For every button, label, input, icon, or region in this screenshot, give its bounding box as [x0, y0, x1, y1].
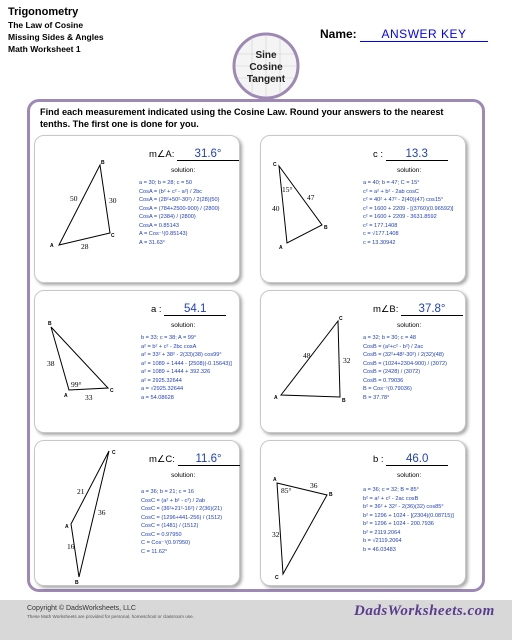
vertex-label: B — [342, 398, 346, 404]
problem-card-2 — [260, 135, 466, 283]
vertex-label: C — [339, 316, 343, 322]
answer-value: 13.3 — [386, 148, 448, 161]
solution-label: solution: — [171, 472, 196, 479]
vertex-label: B — [48, 321, 52, 327]
side-label: 32 — [272, 530, 280, 539]
side-label: 36 — [98, 508, 106, 517]
question-label: m∠B: 37.8° — [373, 303, 463, 316]
answer-value: 11.6° — [178, 453, 240, 466]
vertex-label: A — [274, 395, 278, 401]
worksheet-title: Trigonometry — [8, 6, 79, 18]
vertex-label: B — [101, 160, 105, 166]
solution-label: solution: — [171, 322, 196, 329]
instructions: Find each measurement indicated using the Cosine Law. Round your answers to the nearest tenths. The first one is done for you. — [40, 107, 444, 129]
dadsworksheets-logo[interactable]: DadsWorksheets.com — [354, 603, 495, 619]
question-label: c : 13.3 — [373, 148, 448, 161]
side-label: 48 — [303, 351, 311, 360]
problem-card-3 — [34, 290, 240, 433]
vertex-label: B — [329, 492, 333, 498]
worksheet-topic: The Law of Cosine — [8, 20, 84, 30]
vertex-label: A — [273, 477, 277, 483]
vertex-label: A — [279, 245, 283, 251]
worksheet-number: Math Worksheet 1 — [8, 44, 81, 54]
angle-label: 15° — [282, 185, 293, 194]
side-label: 32 — [343, 356, 351, 365]
vertex-label: A — [50, 243, 54, 249]
triangle-diagram-5 — [35, 441, 135, 587]
solution-steps: a = 36; c = 32; B = 85° b² = a² + c² - 2ac cosB b² = 36² + 32² - 2(36)(32) cos85° b² = 1296 + 1024 - [(2304)(0.08715)] b² = 1296 + 1024 - 200.7936 b² = 2119.2064 b = √2119.2064 b = 46.03483 — [363, 487, 454, 553]
side-label: 30 — [109, 196, 117, 205]
sine-cosine-tangent-logo — [230, 32, 302, 100]
problem-card-5 — [34, 440, 240, 586]
logo-word: Cosine — [249, 62, 283, 73]
logo-word: Sine — [255, 50, 277, 61]
solution-steps: b = 33; c = 38; A = 99° a² = b² + c² - 2bc cosA a² = 33² + 38² - 2(33)(38) cos99° a² = 1089 + 1444 - [2508)(-0.15643)] a² = 1089 + 1444 + 392.326 a² = 2925.32644 a = √2925.32644 a = 54.08628 — [141, 335, 232, 401]
side-label: 16 — [67, 542, 75, 551]
vertex-label: C — [112, 450, 116, 456]
copyright-text: Copyright © DadsWorksheets, LLC — [27, 605, 136, 612]
side-label: 36 — [310, 481, 318, 490]
triangle-diagram-3 — [35, 291, 135, 434]
solution-label: solution: — [171, 167, 196, 174]
angle-label: 99° — [71, 380, 82, 389]
answer-value: 54.1 — [164, 303, 226, 316]
question-label: m∠C: 11.6° — [149, 453, 240, 466]
solution-steps: a = 30; b = 28; c = 50 CosA = (b² + c² - a²) / 2bc CosA = (28²+50²-30²) / 2(28)(50) CosA = (784+2500-900) / (2800) CosA = (2384) / (2800) CosA = 0.85143 A = Cos⁻¹(0.85143) A = 31.63° — [139, 180, 220, 246]
logo-word: Tangent — [246, 74, 286, 85]
side-label: 50 — [70, 194, 78, 203]
vertex-label: C — [273, 162, 277, 168]
triangle-diagram-2 — [261, 136, 351, 284]
solution-steps: a = 36; b = 21; c = 16 CosC = (a² + b² - c²) / 2ab CosC = (36²+21²-16²) / 2(36)(21) CosC = (1296+441-256) / (1512) CosC = (1481) / (1512) CosC = 0.97950 C = Cos⁻¹(0.97950) C = 11.62° — [141, 489, 223, 555]
vertex-label: A — [65, 524, 69, 530]
angle-label: 85° — [281, 486, 292, 495]
answer-value: 31.6° — [177, 148, 239, 161]
side-label: 47 — [307, 193, 315, 202]
worksheet-subtopic: Missing Sides & Angles — [8, 32, 104, 42]
triangle-diagram-6 — [261, 441, 361, 587]
problem-card-1 — [34, 135, 240, 283]
name-field — [320, 27, 488, 42]
name-value: ANSWER KEY — [360, 27, 488, 42]
triangle-diagram-4 — [261, 291, 361, 434]
vertex-label: B — [324, 225, 328, 231]
usage-note: These Math Worksheets are provided for personal, homeschool or classroom use. — [27, 614, 194, 619]
side-label: 33 — [85, 393, 93, 402]
vertex-label: A — [64, 393, 68, 399]
solution-label: solution: — [397, 472, 422, 479]
side-label: 40 — [272, 204, 280, 213]
problem-card-4 — [260, 290, 466, 433]
problem-card-6 — [260, 440, 466, 586]
vertex-label: C — [110, 388, 114, 394]
question-label: a : 54.1 — [151, 303, 226, 316]
vertex-label: C — [275, 575, 279, 581]
side-label: 38 — [47, 359, 55, 368]
worksheet-header — [8, 5, 104, 55]
question-label: b : 46.0 — [373, 453, 448, 466]
solution-steps: a = 32; b = 30; c = 48 CosB = (a²+c² - b²) / 2ac CosB = (32²+48²-30²) / 2(32)(48) CosB = (1024+2304-900) / (3072) CosB = (2428) / (3072) CosB = 0.79036 B = Cos⁻¹(0.79036) B = 37.78° — [363, 335, 447, 401]
answer-value: 46.0 — [386, 453, 448, 466]
side-label: 28 — [81, 242, 89, 251]
side-label: 21 — [77, 487, 85, 496]
name-label: Name: — [320, 27, 357, 41]
solution-label: solution: — [397, 167, 422, 174]
solution-label: solution: — [397, 322, 422, 329]
solution-steps: a = 40; b = 47; C = 15° c² = a² + b² - 2ab cosC c² = 40² + 47² - 2(40)(47) cos15° c² = 1600 + 2209 - [(3760)(0.96592)] c² = 1600 + 2209 - 3631.8592 c² = 177.1408 c = √177.1408 c = 13.30942 — [363, 180, 454, 246]
vertex-label: C — [111, 233, 115, 239]
question-label: m∠A: 31.6° — [149, 148, 239, 161]
triangle-diagram-1 — [35, 136, 125, 284]
answer-value: 37.8° — [401, 303, 463, 316]
vertex-label: B — [75, 580, 79, 586]
